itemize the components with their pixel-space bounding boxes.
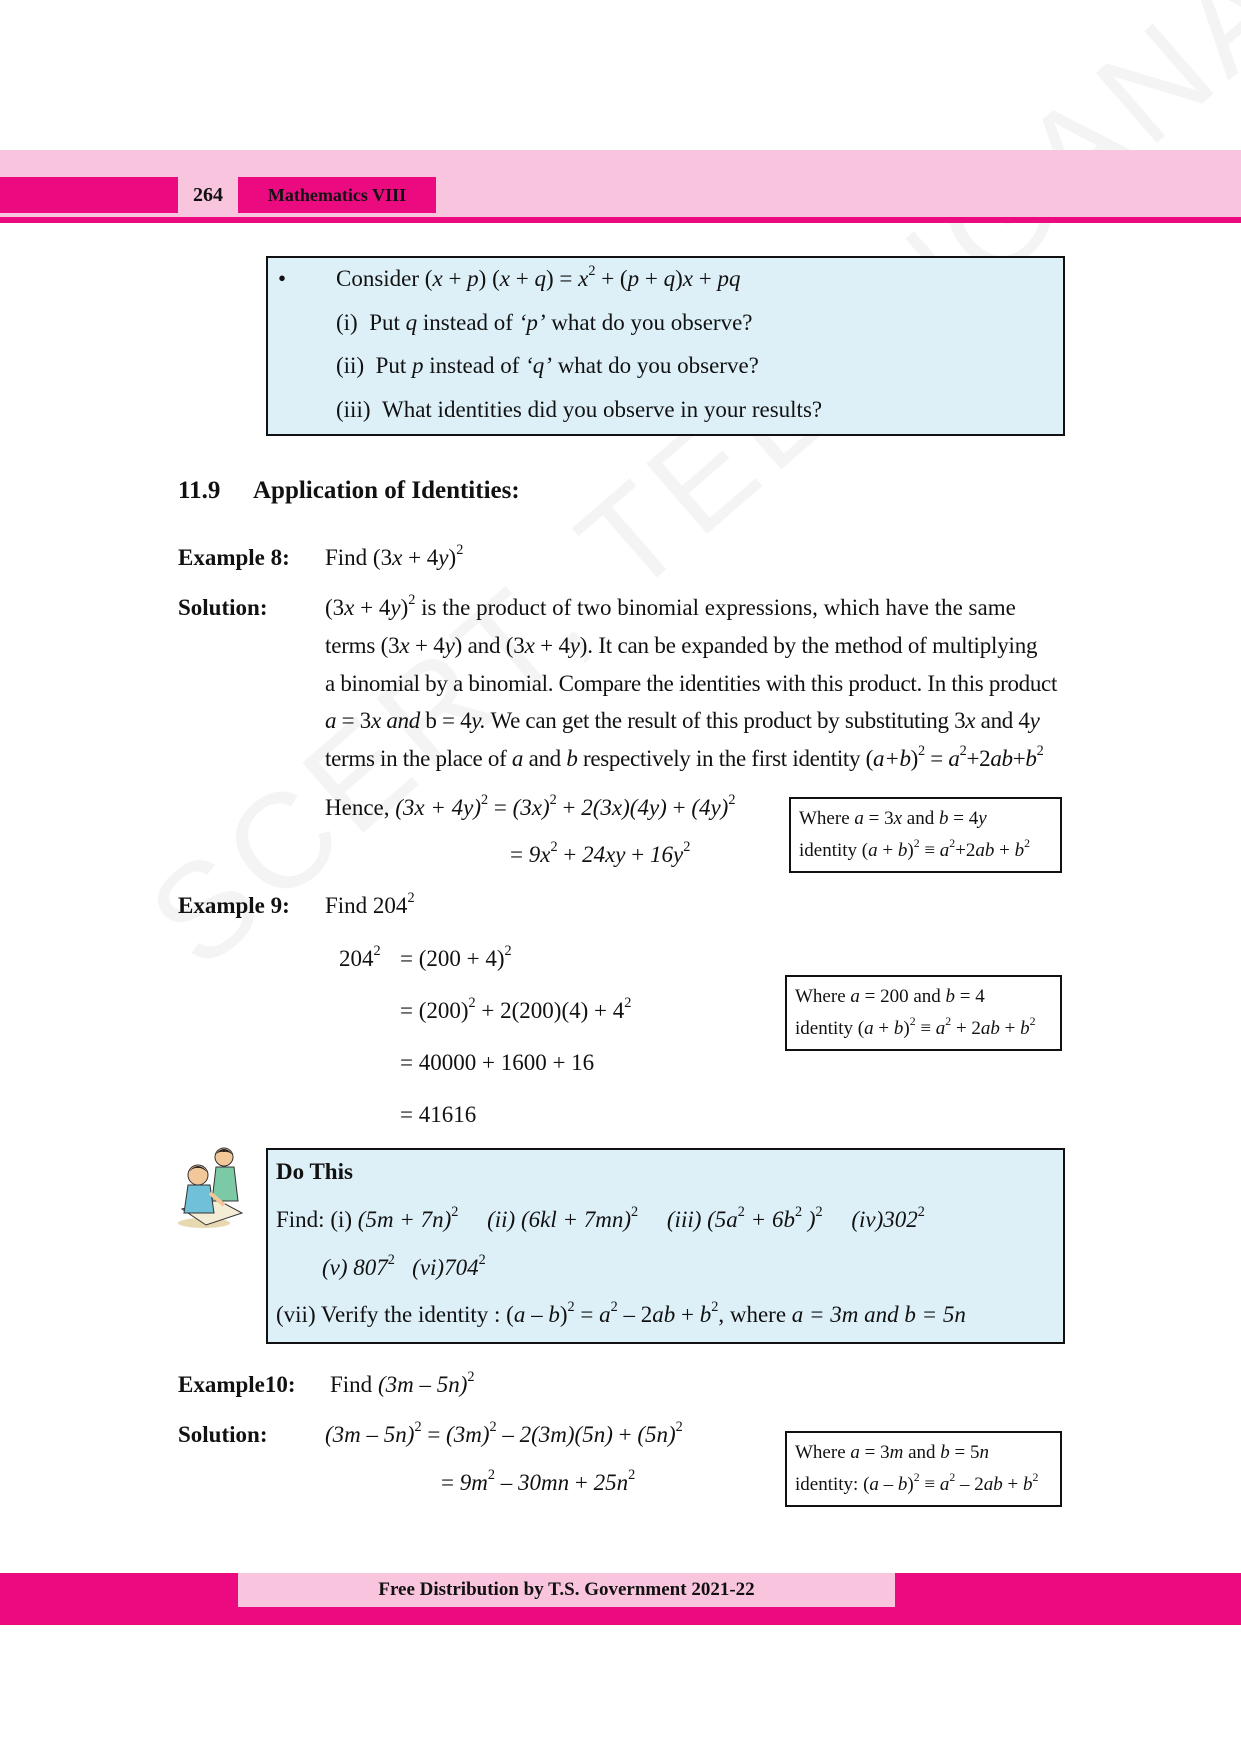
think-bullet: • xyxy=(278,266,287,291)
example-9-note-line-2: identity $(a + b)^2 \equiv a^2 + 2ab + b^2$ xyxy=(795,1014,1036,1039)
example-9-note-box xyxy=(785,975,1062,1051)
example-8-question: Find $(3x + 4y)^2$ xyxy=(325,542,464,570)
do-this-row-1: Find: (i) $(5m + 7n)^2$ (ii) $(6kl + 7mn)^2$ (iii) ($5a^2 + 6b^2$ )$^2$ $(iv)302^2$ xyxy=(276,1204,925,1232)
example-10-solution-label: Solution: xyxy=(178,1422,268,1447)
header-stripe xyxy=(0,217,1241,223)
example-10-line-1: $(3m - 5n)^2 = (3m)^2 - 2(3m)(5n) + (5n)^2$ xyxy=(325,1419,683,1447)
example-8-para-line-4: a = 3x and b = 4y. We can get the result of this product by substituting 3x and 4y xyxy=(325,708,1040,733)
think-item-2: (ii) Put p instead of ‘q’ what do you observe? xyxy=(336,353,759,378)
do-this-row-3: (vii) Verify the identity : $(a - b)^2 = a^2 - 2ab + b^2$, where a = 3m and b = 5n xyxy=(276,1299,966,1327)
example-8-para-line-5: terms in the place of a and b respectively in the first identity $(a+b)^2 = a^2+2ab+b^2$ xyxy=(325,743,1044,771)
page-number: 264 xyxy=(193,184,223,206)
do-this-title: Do This xyxy=(276,1159,353,1184)
example-8-para-line-1: $(3x + 4y)^2$ is the product of two binomial expressions, which have the same xyxy=(325,592,1016,620)
think-line-consider: Consider (x + p) $(x + q) = x^2 + (p + q)x$ + pq xyxy=(336,263,741,291)
example-9-label: Example 9: xyxy=(178,893,290,918)
example-9-step-4: = 41616 xyxy=(400,1102,477,1127)
example-8-note-line-2: identity $(a + b)^2 \equiv a^2+2ab + b^2$ xyxy=(799,836,1031,861)
example-10-question: Find (3m – 5n)$^2$ xyxy=(330,1369,475,1397)
example-10-line-2: = $9m^2 - 30mn + 25n^2$ xyxy=(441,1467,636,1495)
children-reading-illustration xyxy=(176,1143,262,1229)
section-number: 11.9 xyxy=(178,477,221,504)
example-9-step-2: = $(200)^2 + 2(200)(4) + 4^2$ xyxy=(400,995,632,1023)
think-item-3: (iii) What identities did you observe in your results? xyxy=(336,397,823,422)
example-8-para-line-3: a binomial by a binomial. Compare the identities with this product. In this product xyxy=(325,671,1058,696)
example-9-lhs: $204^2$ xyxy=(339,943,381,971)
example-8-hence: Hence, $(3x + 4y)^2 = (3x)^2 + 2(3x)(4y) + (4y)^2$ xyxy=(325,792,736,820)
do-this-row-2: (v) $807^2$ $(vi)704^2$ xyxy=(322,1252,486,1280)
example-10-note-line-1: Where a = 3m and b = 5n xyxy=(795,1442,989,1463)
example-8-note-box xyxy=(789,797,1062,873)
example-8-note-line-1: Where a = 3x and b = 4y xyxy=(799,808,987,829)
example-8-result: = $9x^2 + 24xy + 16y^2$ xyxy=(510,839,691,867)
example-9-step-3: = 40000 + 1600 + 16 xyxy=(400,1050,595,1075)
footer-text: Free Distribution by T.S. Government 2021-22 xyxy=(238,1573,895,1607)
book-title: Mathematics VIII xyxy=(238,177,436,213)
example-9-step-1: = $(200 + 4)^2$ xyxy=(400,943,512,971)
example-8-solution-label: Solution: xyxy=(178,595,268,620)
header-accent-block xyxy=(0,177,178,213)
section-title: Application of Identities: xyxy=(253,477,520,504)
example-10-label: Example10: xyxy=(178,1372,296,1397)
example-8-para-line-2: terms (3x + 4y) and (3x + 4y). It can be expanded by the method of multiplying xyxy=(325,633,1038,658)
example-8-label: Example 8: xyxy=(178,545,290,570)
think-item-1: (i) Put q instead of ‘p’ what do you observe? xyxy=(336,310,753,335)
example-9-question: Find $204^2$ xyxy=(325,890,415,918)
example-10-note-line-2: identity: $(a - b)^2 \equiv a^2 - 2ab + b^2$ xyxy=(795,1470,1039,1495)
example-10-note-box xyxy=(785,1431,1062,1507)
example-9-note-line-1: Where a = 200 and b = 4 xyxy=(795,986,985,1007)
